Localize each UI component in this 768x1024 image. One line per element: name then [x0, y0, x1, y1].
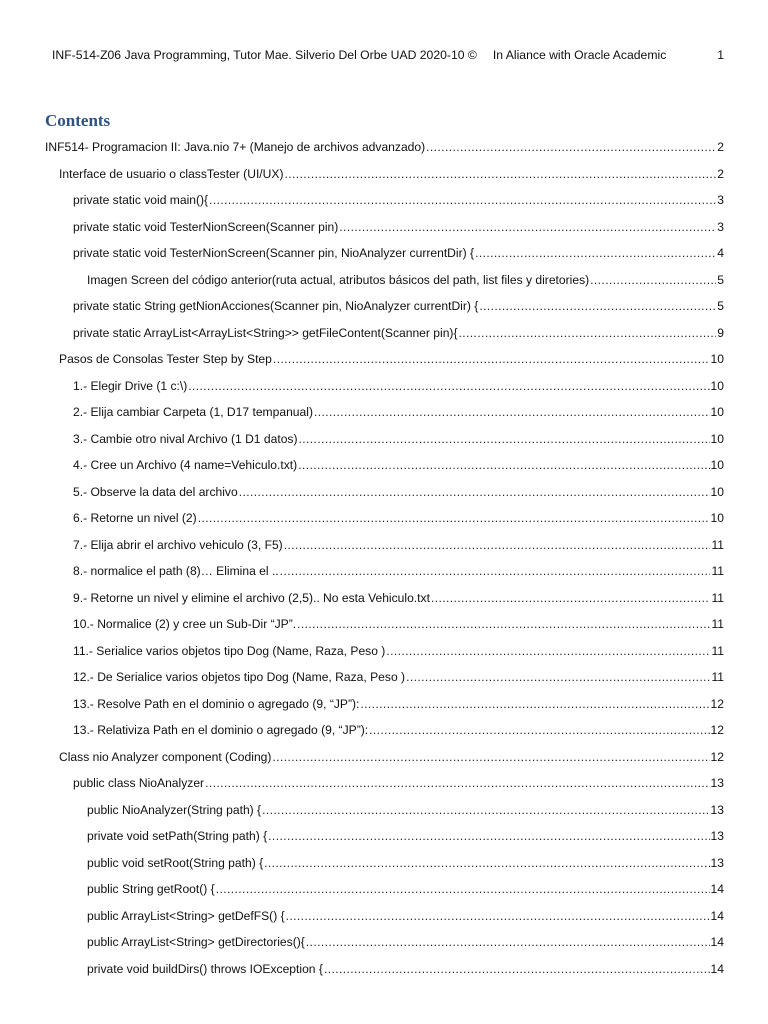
- toc-dot-leader: [306, 935, 710, 949]
- toc-entry-text[interactable]: 1.- Elegir Drive (1 c:\): [73, 378, 188, 393]
- toc-entry-text[interactable]: public String getRoot() {: [87, 882, 215, 896]
- toc-dot-leader: [239, 485, 710, 499]
- toc-entry-text[interactable]: private static void TesterNionScreen(Scanner pin, NioAnalyzer currentDir) {: [73, 246, 475, 260]
- toc-dot-leader: [406, 670, 710, 684]
- alliance-header-text: In Aliance with Oracle Academic: [492, 48, 667, 62]
- toc-entry[interactable]: [87, 876, 724, 896]
- toc-entry-text[interactable]: 8.- normalice el path (8)… Elimina el ..: [73, 564, 279, 578]
- toc-entry[interactable]: [73, 717, 724, 737]
- toc-entry-page[interactable]: 14: [710, 935, 724, 949]
- toc-entry-text[interactable]: 2.- Elija cambiar Carpeta (1, D17 tempanual): [73, 405, 313, 419]
- toc-dot-leader: [298, 458, 709, 472]
- toc-dot-leader: [297, 617, 710, 631]
- toc-entry[interactable]: [73, 320, 724, 340]
- toc-entry-page[interactable]: 2: [717, 140, 724, 154]
- toc-entry-text[interactable]: 5.- Observe la data del archivo: [73, 484, 238, 499]
- toc-dot-leader: [314, 405, 710, 419]
- toc-entry-text[interactable]: 4.- Cree un Archivo (4 name=Vehiculo.txt): [73, 458, 298, 472]
- toc-entry-page[interactable]: 13: [710, 776, 724, 790]
- toc-entry-page[interactable]: 5: [717, 272, 724, 287]
- toc-entry-page[interactable]: 10: [710, 511, 724, 525]
- toc-entry-page[interactable]: 12: [710, 749, 724, 764]
- toc-entry[interactable]: [73, 373, 724, 393]
- toc-dot-leader: [459, 326, 717, 340]
- toc-dot-leader: [339, 220, 716, 234]
- page-header: [52, 46, 724, 64]
- toc-entry[interactable]: [73, 505, 724, 525]
- toc-dot-leader: [280, 564, 711, 578]
- toc-entry-text[interactable]: 13.- Relativiza Path en el dominio o agregado (9, “JP”):: [73, 723, 369, 737]
- toc-dot-leader: [272, 750, 709, 764]
- toc-dot-leader: [324, 962, 710, 976]
- toc-entry[interactable]: [73, 664, 724, 684]
- toc-entry[interactable]: [87, 797, 724, 817]
- toc-entry-page[interactable]: 14: [710, 908, 724, 923]
- toc-dot-leader: [369, 723, 709, 737]
- toc-entry-page[interactable]: 9: [717, 325, 724, 340]
- toc-entry[interactable]: [59, 161, 724, 181]
- toc-entry-page[interactable]: 13: [710, 802, 724, 817]
- toc-dot-leader: [360, 697, 709, 711]
- toc-entry-text[interactable]: private static ArrayList<ArrayList<String>> getFileContent(Scanner pin){: [73, 325, 458, 340]
- toc-entry[interactable]: [73, 399, 724, 419]
- toc-entry-page[interactable]: 11: [711, 617, 724, 631]
- toc-entry[interactable]: [87, 850, 724, 870]
- toc-dot-leader: [205, 776, 709, 790]
- toc-dot-leader: [273, 352, 710, 366]
- toc-entry-page[interactable]: 12: [710, 723, 724, 737]
- toc-entry-page[interactable]: 10: [710, 431, 724, 446]
- toc-entry-page[interactable]: 11: [711, 590, 724, 605]
- toc-dot-leader: [590, 273, 716, 287]
- toc-entry[interactable]: [73, 240, 724, 260]
- toc-entry-text[interactable]: private void setPath(String path) {: [87, 829, 268, 843]
- toc-entry-text[interactable]: Pasos de Consolas Tester Step by Step: [59, 352, 272, 366]
- toc-entry-page[interactable]: 10: [710, 458, 724, 472]
- toc-entry-page[interactable]: 11: [711, 643, 724, 658]
- toc-entry[interactable]: [73, 426, 724, 446]
- toc-dot-leader: [284, 538, 711, 552]
- toc-entry[interactable]: [73, 638, 724, 658]
- toc-entry[interactable]: [87, 823, 724, 843]
- toc-entry-text[interactable]: 10.- Normalice (2) y cree un Sub-Dir “JP”.: [73, 617, 297, 631]
- toc-entry[interactable]: [73, 558, 724, 578]
- toc-entry-page[interactable]: 11: [711, 537, 724, 552]
- toc-entry-text[interactable]: Imagen Screen del código anterior(ruta actual, atributos básicos del path, list files y diretories): [87, 272, 590, 287]
- toc-dot-leader: [286, 909, 710, 923]
- toc-entry-text[interactable]: 7.- Elija abrir el archivo vehiculo (3, F5): [73, 537, 283, 552]
- course-header-text: INF-514-Z06 Java Programming, Tutor Mae. Silverio Del Orbe UAD 2020-10 ©: [52, 48, 477, 62]
- toc-dot-leader: [299, 432, 710, 446]
- toc-entry-page[interactable]: 5: [717, 299, 724, 313]
- toc-entry-page[interactable]: 12: [710, 696, 724, 711]
- toc-entry-page[interactable]: 10: [710, 378, 724, 393]
- toc-entry-text[interactable]: Class nio Analyzer component (Coding): [59, 749, 272, 764]
- toc-entry-text[interactable]: Interface de usuario o classTester (UI/UX): [59, 166, 284, 181]
- toc-dot-leader: [285, 167, 717, 181]
- toc-entry[interactable]: [73, 214, 724, 234]
- page-number: 1: [717, 48, 724, 62]
- toc-entry-text[interactable]: 11.- Serialice varios objetos tipo Dog (Name, Raza, Peso ): [73, 643, 386, 658]
- toc-entry-page[interactable]: 10: [710, 352, 724, 366]
- toc-dot-leader: [426, 140, 716, 154]
- toc-entry-page[interactable]: 14: [710, 882, 724, 896]
- toc-dot-leader: [198, 511, 710, 525]
- toc-dot-leader: [209, 193, 716, 207]
- toc-dot-leader: [431, 591, 711, 605]
- toc-entry[interactable]: [73, 452, 724, 472]
- toc-entry-page[interactable]: 13: [710, 829, 724, 843]
- toc-entry-text[interactable]: private static void main(){: [73, 193, 209, 207]
- toc-entry-page[interactable]: 11: [711, 670, 724, 684]
- toc-entry[interactable]: [73, 585, 724, 605]
- toc-entry-page[interactable]: 4: [717, 246, 724, 260]
- toc-entry[interactable]: [87, 903, 724, 923]
- toc-entry-text[interactable]: private static void TesterNionScreen(Scanner pin): [73, 219, 339, 234]
- toc-dot-leader: [268, 829, 709, 843]
- toc-entry[interactable]: [87, 267, 724, 287]
- toc-dot-leader: [475, 246, 716, 260]
- toc-dot-leader: [216, 882, 710, 896]
- toc-entry[interactable]: [45, 134, 724, 154]
- toc-entry-text[interactable]: public class NioAnalyzer: [73, 776, 205, 790]
- toc-entry-text[interactable]: 13.- Resolve Path en el dominio o agregado (9, “JP”):: [73, 696, 360, 711]
- toc-entry-page[interactable]: 10: [710, 484, 724, 499]
- toc-entry-text[interactable]: 6.- Retorne un nivel (2): [73, 511, 197, 525]
- toc-entry[interactable]: [73, 187, 724, 207]
- toc-entry[interactable]: [87, 956, 724, 976]
- toc-entry[interactable]: [73, 770, 724, 790]
- toc-entry-text[interactable]: 3.- Cambie otro nival Archivo (1 D1 datos): [73, 431, 298, 446]
- toc-entry-text[interactable]: INF514- Programacion II: Java.nio 7+ (Manejo de archivos advanzado): [45, 140, 426, 154]
- toc-entry[interactable]: [59, 346, 724, 366]
- toc-entry[interactable]: [59, 744, 724, 764]
- toc-entry-page[interactable]: 3: [717, 193, 724, 207]
- toc-entry[interactable]: [87, 929, 724, 949]
- toc-entry[interactable]: [73, 611, 724, 631]
- toc-entry[interactable]: [73, 532, 724, 552]
- toc-entry-page[interactable]: 13: [710, 855, 724, 870]
- toc-entry-text[interactable]: public ArrayList<String> getDirectories(){: [87, 935, 305, 949]
- toc-title: Contents: [45, 111, 111, 130]
- toc-dot-leader: [386, 644, 710, 658]
- toc-dot-leader: [188, 379, 709, 393]
- toc-entry-page[interactable]: 10: [710, 405, 724, 419]
- toc-entry-page[interactable]: 3: [717, 219, 724, 234]
- toc-entry-page[interactable]: 11: [711, 564, 724, 578]
- toc-entry-text[interactable]: private static String getNionAcciones(Scanner pin, NioAnalyzer currentDir) {: [73, 299, 479, 313]
- toc-entry[interactable]: [73, 293, 724, 313]
- toc-entry-text[interactable]: public void setRoot(String path) {: [87, 855, 264, 870]
- toc-entry-text[interactable]: 9.- Retorne un nivel y elimine el archivo (2,5).. No esta Vehiculo.txt: [73, 590, 430, 605]
- toc-entry-page[interactable]: 2: [717, 166, 724, 181]
- toc-entry[interactable]: [73, 691, 724, 711]
- toc-entry-page[interactable]: 14: [710, 961, 724, 976]
- toc-entry-text[interactable]: 12.- De Serialice varios objetos tipo Dog (Name, Raza, Peso ): [73, 670, 406, 684]
- toc-dot-leader: [264, 856, 709, 870]
- toc-entry-text[interactable]: public NioAnalyzer(String path) {: [87, 802, 262, 817]
- toc-entry-text[interactable]: private void buildDirs() throws IOException {: [87, 961, 323, 976]
- toc-dot-leader: [262, 803, 709, 817]
- toc-entry[interactable]: [73, 479, 724, 499]
- toc-dot-leader: [479, 299, 716, 313]
- toc-entry-text[interactable]: public ArrayList<String> getDefFS() {: [87, 908, 285, 923]
